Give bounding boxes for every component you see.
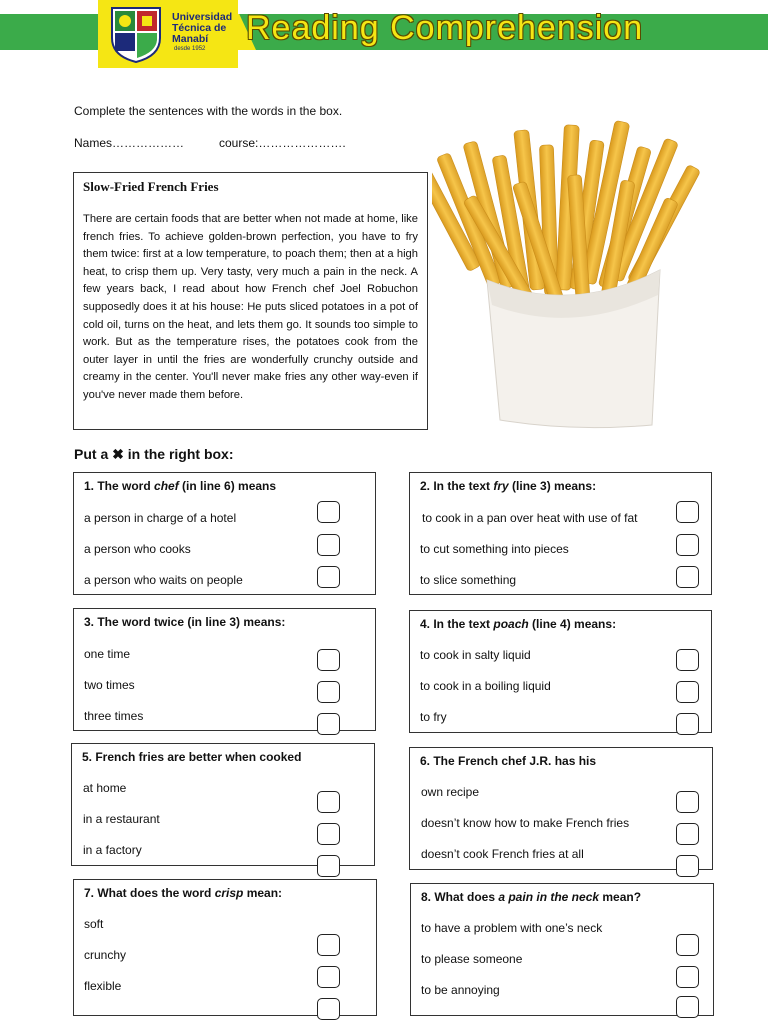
answer-checkbox[interactable] (676, 934, 699, 956)
question-7-box (73, 879, 377, 1016)
answer-option: crunchy (84, 948, 127, 962)
answer-checkbox[interactable] (676, 713, 699, 735)
answer-checkbox[interactable] (317, 823, 340, 845)
answer-option: one time (84, 647, 131, 661)
question-title: 2. In the text fry (line 3) means: (420, 479, 597, 493)
passage-title: Slow-Fried French Fries (83, 179, 219, 194)
answer-checkbox[interactable] (317, 534, 340, 556)
question-title: 3. The word twice (in line 3) means: (84, 615, 286, 629)
answer-checkbox[interactable] (676, 996, 699, 1018)
answer-checkbox[interactable] (317, 681, 340, 703)
question-8-box (410, 883, 714, 1016)
answer-option: a person who cooks (84, 542, 191, 556)
question-2-box (409, 472, 712, 595)
answer-option: in a factory (83, 843, 142, 857)
question-title: 8. What does a pain in the neck mean? (421, 890, 642, 904)
answer-checkbox[interactable] (676, 791, 699, 813)
answer-option: at home (83, 781, 127, 795)
french-fries-image (432, 120, 712, 432)
course-line: course:…………………. (219, 136, 346, 150)
answer-option: to cook in salty liquid (420, 648, 531, 662)
university-shield-logo (108, 4, 164, 64)
answer-checkbox[interactable] (676, 501, 699, 523)
question-title: 4. In the text poach (line 4) means: (420, 617, 617, 631)
question-5-box (71, 743, 375, 866)
answer-option: to please someone (421, 952, 523, 966)
question-4-box (409, 610, 712, 733)
answer-option: a person who waits on people (84, 573, 243, 587)
question-title: 6. The French chef J.R. has his (420, 754, 597, 768)
answer-checkbox[interactable] (676, 534, 699, 556)
page-title: Reading Comprehension (246, 9, 644, 47)
answer-checkbox[interactable] (317, 934, 340, 956)
answer-option: to cook in a boiling liquid (420, 679, 551, 693)
answer-option: two times (84, 678, 135, 692)
answer-checkbox[interactable] (676, 649, 699, 671)
instructions: Complete the sentences with the words in the box. (74, 104, 343, 118)
answer-checkbox[interactable] (676, 966, 699, 988)
question-title: 5. French fries are better when cooked (82, 750, 302, 764)
answer-option: to cook in a pan over heat with use of fat (422, 511, 638, 525)
university-since: desde 1952 (174, 46, 206, 52)
reading-passage (73, 172, 428, 430)
question-1-box (73, 472, 376, 595)
answer-option: to be annoying (421, 983, 500, 997)
put-instruction: Put a ✖ in the right box: (74, 446, 234, 462)
answer-checkbox[interactable] (317, 855, 340, 877)
answer-checkbox[interactable] (676, 566, 699, 588)
answer-checkbox[interactable] (317, 649, 340, 671)
answer-checkbox[interactable] (317, 566, 340, 588)
answer-option: a person in charge of a hotel (84, 511, 237, 525)
answer-option: own recipe (421, 785, 480, 799)
answer-option: to have a problem with one’s neck (421, 921, 603, 935)
university-name: Universidad Técnica de Manabí (172, 11, 233, 45)
answer-checkbox[interactable] (317, 501, 340, 523)
answer-checkbox[interactable] (317, 998, 340, 1020)
question-3-box (73, 608, 376, 731)
answer-checkbox[interactable] (676, 681, 699, 703)
answer-option: doesn’t cook French fries at all (421, 847, 584, 861)
question-6-box (409, 747, 713, 870)
answer-checkbox[interactable] (676, 823, 699, 845)
answer-checkbox[interactable] (317, 791, 340, 813)
answer-option: in a restaurant (83, 812, 160, 826)
answer-checkbox[interactable] (676, 855, 699, 877)
question-title: 1. The word chef (in line 6) means (84, 479, 277, 493)
answer-option: three times (84, 709, 144, 723)
passage-body: There are certain foods that are better when not made at home, like french fries. To achieve golden-brown perfection, you have to fry them twice: first at a low temperature, to poach them; then at a high heat, to crisp them up. Very tasty, very much a pain in the neck. A few years back, I read about how French chef Joel Robuchon supposedly does it at his house: He puts sliced potatoes in a pot of cold oil, turns on the heat, and lets them go. It sounds too simple to work. But as the temperature rises, the potatoes cook from the outer layer in until the fries are wonderfully crunchy outside and creamy in the center. You'll never make fries any other way-even if you've never made them before. (83, 213, 418, 401)
answer-option: to fry (420, 710, 447, 724)
answer-option: to slice something (420, 573, 517, 587)
question-title: 7. What does the word crisp mean: (84, 886, 283, 900)
names-line: Names……………… (74, 136, 185, 150)
answer-checkbox[interactable] (317, 966, 340, 988)
answer-option: doesn’t know how to make French fries (421, 816, 630, 830)
answer-checkbox[interactable] (317, 713, 340, 735)
answer-option: soft (84, 917, 104, 931)
answer-option: to cut something into pieces (420, 542, 569, 556)
answer-option: flexible (84, 979, 122, 993)
